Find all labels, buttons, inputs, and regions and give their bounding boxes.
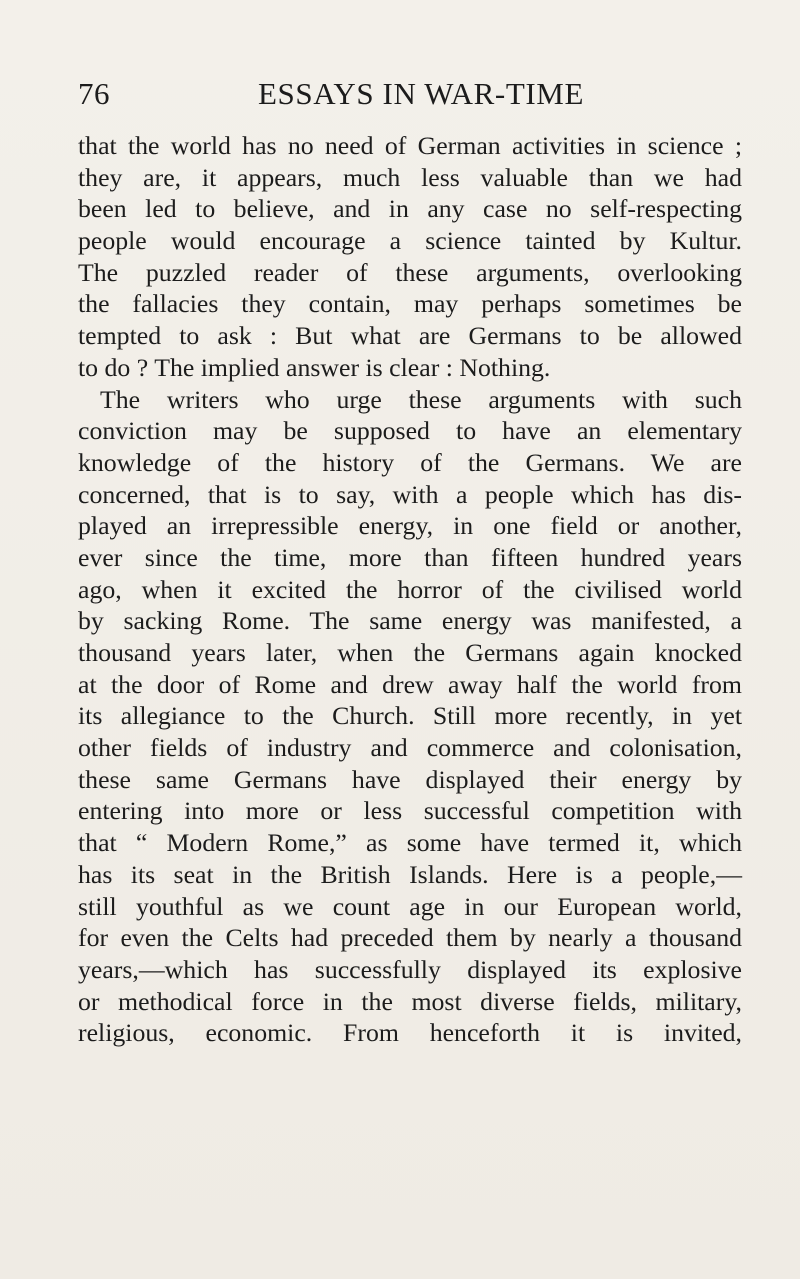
- text-line: or methodical force in the most diverse fields, military,: [78, 986, 742, 1016]
- text-line: ago, when it excited the horror of the civilised world: [78, 574, 742, 604]
- running-title: ESSAYS IN WAR-TIME: [258, 76, 585, 111]
- text-line: that “ Modern Rome,” as some have termed it, which: [78, 828, 742, 858]
- text-line: these same Germans have displayed their energy by: [78, 764, 742, 794]
- text-line: concerned, that is to say, with a people which has dis-: [78, 479, 742, 509]
- text-line: its allegiance to the Church. Still more recently, in yet: [78, 701, 742, 731]
- text-line: played an irrepressible energy, in one field or another,: [78, 511, 742, 541]
- text-line: been led to believe, and in any case no self-respecting: [78, 194, 742, 224]
- text-line: that the world has no need of German activities in science ;: [78, 131, 742, 160]
- text-line: still youthful as we count age in our European world,: [78, 891, 742, 921]
- text-line: the fallacies they contain, may perhaps sometimes be: [78, 289, 742, 319]
- text-line: conviction may be supposed to have an elementary: [78, 416, 742, 446]
- text-line: The writers who urge these arguments with such: [100, 384, 742, 414]
- text-line: by sacking Rome. The same energy was manifested, a: [78, 606, 742, 636]
- body-text: [78, 130, 742, 1049]
- text-line: they are, it appears, much less valuable than we had: [78, 162, 742, 192]
- text-line: knowledge of the history of the Germans. We are: [78, 447, 742, 477]
- running-head: [78, 74, 738, 114]
- text-line: has its seat in the British Islands. Here is a people,—: [78, 859, 742, 889]
- text-line: ever since the time, more than fifteen hundred years: [78, 542, 742, 572]
- text-line: years,—which has successfully displayed its explosive: [78, 954, 742, 984]
- text-line: to do ? The implied answer is clear : Nothing.: [78, 352, 551, 382]
- text-line: The puzzled reader of these arguments, overlooking: [78, 257, 742, 287]
- text-line: people would encourage a science tainted by Kultur.: [78, 226, 742, 256]
- text-line: thousand years later, when the Germans again knocked: [78, 638, 742, 667]
- text-line: tempted to ask : But what are Germans to be allowed: [78, 321, 742, 351]
- text-line: for even the Celts had preceded them by nearly a thousand: [78, 923, 742, 953]
- page-number: 76: [78, 76, 110, 111]
- text-line: other fields of industry and commerce and colonisation,: [78, 733, 742, 763]
- text-line: entering into more or less successful competition with: [78, 796, 742, 826]
- text-line: religious, economic. From henceforth it is invited,: [78, 1018, 742, 1048]
- text-line: at the door of Rome and drew away half the world from: [78, 669, 742, 699]
